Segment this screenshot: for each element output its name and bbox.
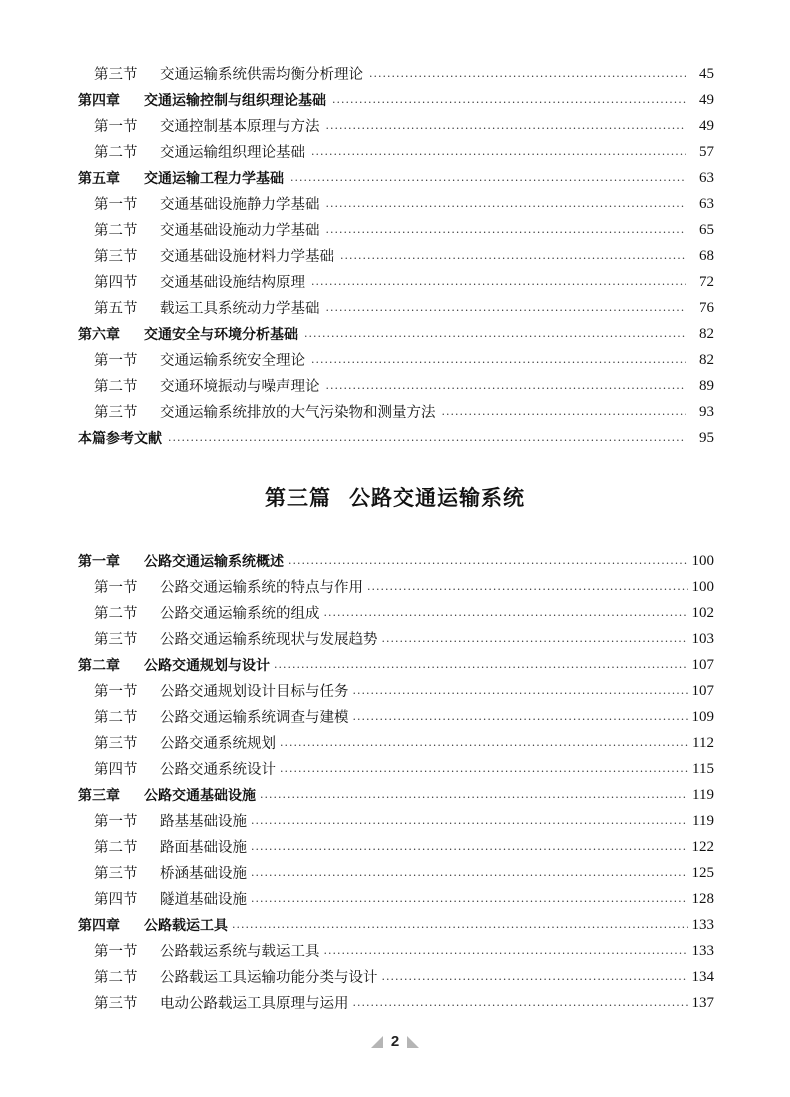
toc-entry-title: 公路交通运输系统的组成 [160, 605, 320, 622]
toc-section-entry[interactable] [78, 881, 714, 907]
dot-leader [353, 688, 688, 699]
toc-entry-page: 93 [699, 404, 714, 420]
toc-entry-page: 103 [691, 631, 714, 647]
toc-entry-title: 公路载运工具 [144, 918, 228, 934]
dot-leader [251, 870, 688, 881]
toc-entry-label: 第四节 [94, 274, 138, 291]
toc-section-entry[interactable] [78, 368, 714, 394]
toc-entry-label: 第四章 [78, 918, 120, 934]
toc-section-entry[interactable] [78, 725, 714, 751]
toc-chapter-entry[interactable] [78, 907, 714, 933]
toc-section-entry[interactable] [78, 621, 714, 647]
toc-entry-page: 112 [692, 735, 714, 751]
dot-leader [326, 201, 687, 212]
toc-entry-title: 公路交通运输系统概述 [144, 554, 284, 570]
toc-entry-page: 137 [691, 995, 714, 1011]
toc-entry-title: 隧道基础设施 [160, 891, 247, 908]
toc-entry-title: 公路交通规划与设计 [144, 658, 270, 674]
dot-leader [382, 974, 688, 985]
toc-entry-title: 交通运输控制与组织理论基础 [144, 93, 326, 109]
toc-entry-page: 133 [691, 943, 714, 959]
dot-leader [353, 714, 688, 725]
toc-section-entry[interactable] [78, 134, 714, 160]
toc-chapter-entry[interactable] [78, 543, 714, 569]
toc-entry-page: 134 [691, 969, 714, 985]
toc-entry-page: 102 [691, 605, 714, 621]
toc-entry-page: 100 [691, 553, 714, 569]
toc-entry-title: 交通基础设施动力学基础 [160, 222, 320, 239]
toc-entry-title: 交通运输系统供需均衡分析理论 [160, 66, 363, 83]
toc-section-entry[interactable] [78, 829, 714, 855]
dot-leader [332, 97, 686, 108]
toc-entry-label: 第三节 [94, 404, 138, 421]
toc-entry-page: 57 [699, 144, 714, 160]
toc-entry-label: 第一节 [94, 118, 138, 135]
page-number: 2 [390, 1033, 400, 1050]
dot-leader [274, 662, 688, 673]
toc-entry-label: 第一节 [94, 196, 138, 213]
toc-section-entry[interactable] [78, 595, 714, 621]
toc-section-entry[interactable] [78, 108, 714, 134]
toc-entry-label: 第三节 [94, 995, 138, 1012]
toc-entry-page: 125 [691, 865, 714, 881]
toc-entry-page: 119 [692, 813, 714, 829]
toc-section-entry[interactable] [78, 985, 714, 1011]
toc-section-entry[interactable] [78, 959, 714, 985]
toc-entry-label: 第二节 [94, 839, 138, 856]
toc-entry-title: 交通运输工程力学基础 [144, 171, 284, 187]
dot-leader [304, 331, 686, 342]
toc-section-entry[interactable] [78, 933, 714, 959]
toc-entry-page: 115 [692, 761, 714, 777]
dot-leader [251, 844, 688, 855]
toc-entry-label: 第二节 [94, 969, 138, 986]
dot-leader [367, 584, 688, 595]
toc-entry-label: 第二节 [94, 709, 138, 726]
toc-entry-page: 45 [699, 66, 714, 82]
toc-entry-label: 第二节 [94, 605, 138, 622]
toc-section-entry[interactable] [78, 342, 714, 368]
toc-entry-page: 49 [699, 92, 714, 108]
toc-entry-title: 公路交通运输系统的特点与作用 [160, 579, 363, 596]
toc-entry-label: 第三节 [94, 735, 138, 752]
toc-entry-title: 交通运输组织理论基础 [160, 144, 305, 161]
dot-leader [260, 792, 688, 803]
toc-entry-label: 第一节 [94, 579, 138, 596]
dot-leader [280, 740, 688, 751]
triangle-right-icon [407, 1036, 419, 1048]
toc-entry-label: 第一节 [94, 683, 138, 700]
dot-leader [288, 558, 688, 569]
toc-entry-page: 65 [699, 222, 714, 238]
dot-leader [369, 71, 686, 82]
toc-entry-page: 100 [691, 579, 714, 595]
toc-entry-page: 128 [691, 891, 714, 907]
toc-entry-title: 交通运输系统排放的大气污染物和测量方法 [160, 404, 436, 421]
toc-entry-label: 第一节 [94, 813, 138, 830]
dot-leader [290, 175, 686, 186]
toc-top-list [78, 56, 714, 446]
toc-entry-page: 119 [692, 787, 714, 803]
toc-bottom-list [78, 543, 714, 1011]
dot-leader [340, 253, 686, 264]
page-footer [0, 1033, 790, 1050]
toc-section-entry[interactable] [78, 751, 714, 777]
toc-section-entry[interactable] [78, 569, 714, 595]
toc-entry-page: 122 [691, 839, 714, 855]
toc-entry-label: 第一章 [78, 554, 120, 570]
toc-entry-label: 第六章 [78, 327, 120, 343]
part-number: 第三篇 [265, 486, 331, 510]
toc-entry-label: 第二节 [94, 144, 138, 161]
dot-leader [311, 357, 686, 368]
dot-leader [311, 149, 686, 160]
toc-entry-title: 电动公路载运工具原理与运用 [160, 995, 349, 1012]
toc-chapter-entry[interactable] [78, 777, 714, 803]
toc-entry-label: 第三章 [78, 788, 120, 804]
toc-entry-title: 交通基础设施结构原理 [160, 274, 305, 291]
toc-section-entry[interactable] [78, 699, 714, 725]
toc-section-entry[interactable] [78, 212, 714, 238]
toc-section-entry[interactable] [78, 186, 714, 212]
dot-leader [353, 1000, 688, 1011]
toc-entry-page: 107 [691, 683, 714, 699]
triangle-left-icon [371, 1036, 383, 1048]
toc-entry-label: 第一节 [94, 943, 138, 960]
toc-entry-label: 第一节 [94, 352, 138, 369]
toc-entry-title: 桥涵基础设施 [160, 865, 247, 882]
toc-entry-title: 公路交通系统设计 [160, 761, 276, 778]
toc-entry-title: 路基基础设施 [160, 813, 247, 830]
toc-section-entry[interactable] [78, 803, 714, 829]
toc-entry-label: 第二节 [94, 378, 138, 395]
toc-entry-title: 公路交通运输系统调查与建模 [160, 709, 349, 726]
part-title: 公路交通运输系统 [349, 486, 525, 510]
toc-entry-page: 82 [699, 326, 714, 342]
toc-entry-label: 第三节 [94, 865, 138, 882]
dot-leader [382, 636, 688, 647]
toc-entry-label: 第三节 [94, 631, 138, 648]
toc-entry-title: 公路交通系统规划 [160, 735, 276, 752]
toc-entry-page: 49 [699, 118, 714, 134]
dot-leader [280, 766, 688, 777]
toc-chapter-entry[interactable] [78, 316, 714, 342]
dot-leader [251, 818, 688, 829]
toc-entry-title: 公路载运工具运输功能分类与设计 [160, 969, 378, 986]
dot-leader [326, 123, 687, 134]
dot-leader [442, 409, 687, 420]
dot-leader [324, 610, 688, 621]
toc-entry-title: 交通安全与环境分析基础 [144, 327, 298, 343]
toc-entry-title: 公路交通运输系统现状与发展趋势 [160, 631, 378, 648]
toc-section-entry[interactable] [78, 56, 714, 82]
toc-chapter-entry[interactable] [78, 160, 714, 186]
toc-entry-page: 89 [699, 378, 714, 394]
dot-leader [324, 948, 688, 959]
part-heading [0, 482, 790, 512]
toc-entry-title: 路面基础设施 [160, 839, 247, 856]
toc-entry-page: 82 [699, 352, 714, 368]
toc-entry-label: 第五章 [78, 171, 120, 187]
toc-entry-title: 公路交通基础设施 [144, 788, 256, 804]
toc-entry-label: 第二节 [94, 222, 138, 239]
dot-leader [326, 383, 687, 394]
toc-chapter-entry[interactable] [78, 420, 714, 446]
toc-section-entry[interactable] [78, 673, 714, 699]
toc-chapter-entry[interactable] [78, 647, 714, 673]
toc-section-entry[interactable] [78, 264, 714, 290]
dot-leader [168, 435, 686, 446]
toc-entry-title: 公路交通规划设计目标与任务 [160, 683, 349, 700]
toc-entry-page: 63 [699, 196, 714, 212]
toc-entry-label: 第四章 [78, 93, 120, 109]
toc-entry-label: 第四节 [94, 891, 138, 908]
toc-entry-title: 交通运输系统安全理论 [160, 352, 305, 369]
toc-entry-label: 第三节 [94, 66, 138, 83]
toc-entry-title: 交通环境振动与噪声理论 [160, 378, 320, 395]
dot-leader [326, 227, 687, 238]
toc-entry-title: 公路载运系统与载运工具 [160, 943, 320, 960]
toc-entry-page: 95 [699, 430, 714, 446]
toc-chapter-entry[interactable] [78, 82, 714, 108]
toc-entry-label: 第二章 [78, 658, 120, 674]
toc-entry-page: 76 [699, 300, 714, 316]
toc-entry-label: 第五节 [94, 300, 138, 317]
toc-section-entry[interactable] [78, 238, 714, 264]
toc-entry-title: 交通基础设施静力学基础 [160, 196, 320, 213]
toc-entry-title: 交通基础设施材料力学基础 [160, 248, 334, 265]
toc-entry-page: 68 [699, 248, 714, 264]
toc-section-entry[interactable] [78, 855, 714, 881]
toc-section-entry[interactable] [78, 290, 714, 316]
dot-leader [326, 305, 687, 316]
toc-entry-page: 63 [699, 170, 714, 186]
toc-entry-title: 本篇参考文献 [78, 431, 162, 447]
toc-entry-page: 107 [691, 657, 714, 673]
toc-entry-label: 第三节 [94, 248, 138, 265]
toc-entry-page: 72 [699, 274, 714, 290]
dot-leader [232, 922, 688, 933]
toc-entry-page: 109 [691, 709, 714, 725]
toc-entry-page: 133 [691, 917, 714, 933]
toc-entry-title: 载运工具系统动力学基础 [160, 300, 320, 317]
dot-leader [251, 896, 688, 907]
dot-leader [311, 279, 686, 290]
toc-section-entry[interactable] [78, 394, 714, 420]
toc-entry-title: 交通控制基本原理与方法 [160, 118, 320, 135]
toc-entry-label: 第四节 [94, 761, 138, 778]
